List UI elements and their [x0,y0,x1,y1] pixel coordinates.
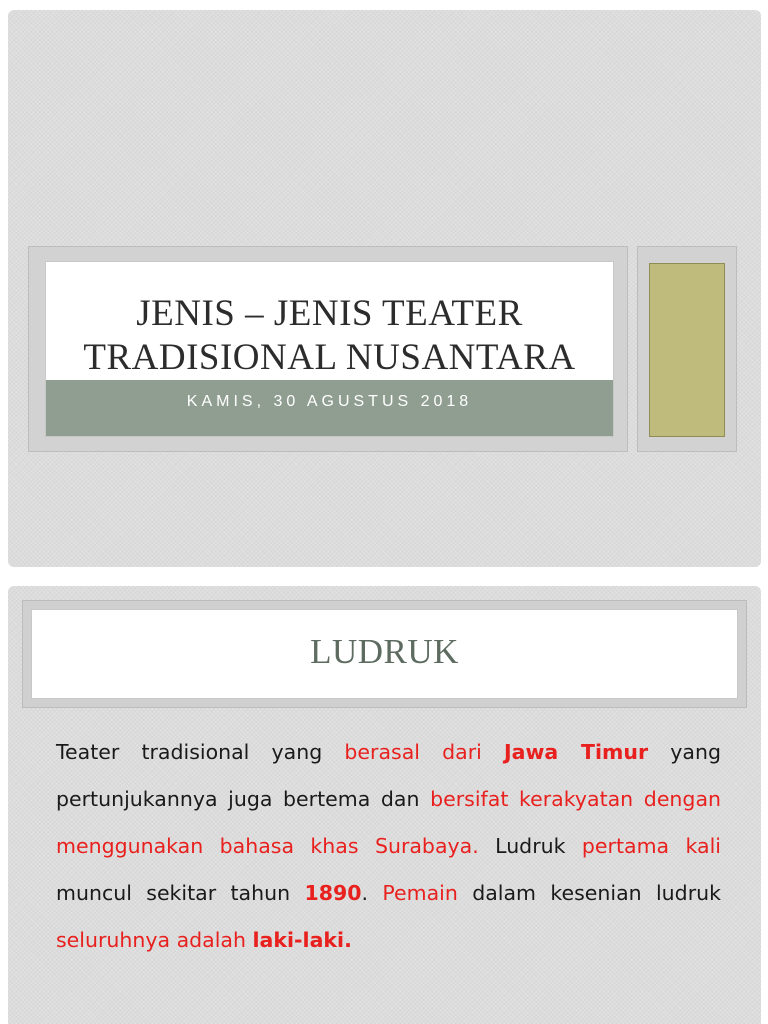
body-segment: Jawa Timur [504,740,649,764]
body-segment: laki-laki. [252,928,352,952]
title-box [45,261,614,437]
content-slide [8,586,761,1024]
body-segment: seluruhnya adalah [56,928,253,952]
body-segment: pertama kali [581,834,721,858]
body-segment: dalam kesenian ludruk [457,881,721,905]
body-segment: muncul sekitar tahun [56,881,305,905]
accent-frame [637,246,737,452]
slide-title-line-1: JENIS – JENIS TEATER [136,293,523,334]
slide-title-line-2: TRADISIONAL NUSANTARA [83,337,576,378]
subtitle-band [46,380,613,436]
body-segment: Ludruk [478,834,582,858]
slide-heading: LUDRUK [310,632,459,671]
title-frame [28,246,628,452]
body-segment: Pemain [382,881,458,905]
heading-box [31,609,738,699]
body-segment: Teater tradisional yang [56,740,345,764]
slide-title [46,292,613,380]
title-slide [8,10,761,567]
body-segment: . [361,881,383,905]
body-segment: berasal dari [344,740,505,764]
body-segment: yang pertunjukannya juga bertema dan [56,740,721,811]
accent-box [649,263,725,437]
body-segment: bersifat kerakyatan dengan menggunakan bahasa khas Surabaya. [56,787,721,858]
body-paragraph [56,729,721,964]
heading-frame [22,600,747,708]
body-segment: 1890 [304,881,362,905]
slide-subtitle: KAMIS, 30 AGUSTUS 2018 [186,393,473,410]
